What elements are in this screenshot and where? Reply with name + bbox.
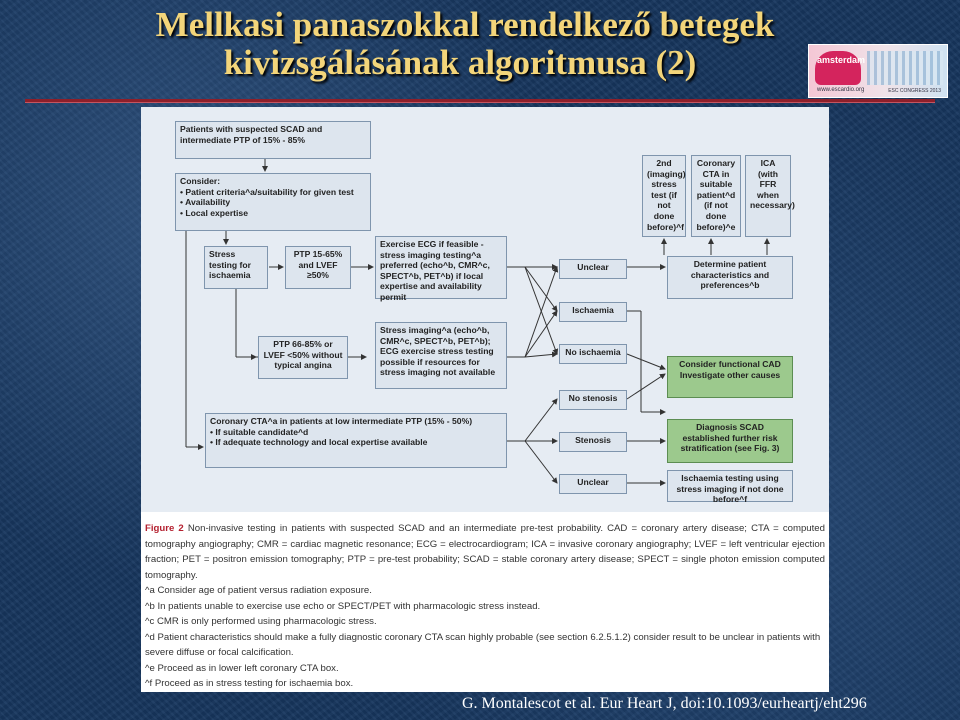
- flow-box-coronary-cta-suitable: Coronary CTA in suitable patient^d (if not done before)^e: [691, 155, 741, 237]
- outcome-ischaemia: Ischaemia: [559, 302, 627, 322]
- footnote-f: ^f Proceed as in stress testing for ischaemia box.: [145, 678, 354, 689]
- caption-text: [145, 521, 825, 583]
- flow-box-exercise-ecg: Exercise ECG if feasible - stress imaging testing^a preferred (echo^b, CMR^c, SPECT^b, PET^b) if local expertise and availability permit: [375, 236, 507, 299]
- consider-item-2: • Availability: [180, 197, 231, 208]
- footnote-a: ^a Consider age of patient versus radiation exposure.: [145, 585, 372, 596]
- flowchart: [141, 107, 829, 512]
- outcome-no-ischaemia: No ischaemia: [559, 344, 627, 364]
- footnote-e: ^e Proceed as in lower left coronary CTA box.: [145, 662, 339, 674]
- esc-congress-logo: [808, 44, 948, 98]
- coronary-cta-item-2: • If adequate technology and local expertise available: [210, 437, 428, 448]
- flow-box-stress-imaging: Stress imaging^a (echo^b, CMR^c, SPECT^b, PET^b); ECG exercise stress testing possible if resources for stress imaging not available: [375, 322, 507, 389]
- outcome-no-stenosis: No stenosis: [559, 390, 627, 410]
- figure-label: Figure 2: [145, 523, 184, 534]
- citation-reference: G. Montalescot et al. Eur Heart J, doi:10.1093/eurheartj/eht296: [462, 695, 867, 712]
- flow-box-consider: [175, 173, 371, 231]
- consider-title: Consider:: [180, 176, 221, 186]
- logo-congress: ESC CONGRESS 2013: [888, 88, 941, 94]
- consider-item-3: • Local expertise: [180, 207, 248, 218]
- footnote-c: ^c CMR is only performed using pharmacologic stress.: [145, 616, 377, 627]
- flow-box-ischaemia-testing: Ischaemia testing using stress imaging if not done before^f: [667, 470, 793, 502]
- flow-box-diagnosis: Diagnosis SCAD established further risk stratification (see Fig. 3): [667, 419, 793, 463]
- flow-box-stress-testing: Stress testing for ischaemia: [204, 246, 268, 289]
- outcome-unclear-1: Unclear: [559, 259, 627, 279]
- logo-brand: amsterdam: [817, 55, 866, 65]
- outcome-unclear-2: Unclear: [559, 474, 627, 494]
- flow-box-functional-cad: Consider functional CAD Investigate other causes: [667, 356, 793, 398]
- skyline-graphic: [867, 51, 943, 85]
- flow-box-second-test: 2nd (imaging) stress test (if not done before)^f: [642, 155, 686, 237]
- coronary-cta-item-1: • If suitable candidate^d: [210, 426, 309, 437]
- logo-site: www.escardio.org: [817, 87, 865, 93]
- footnote-b: ^b In patients unable to exercise use echo or SPECT/PET with pharmacologic stress instead.: [145, 600, 541, 612]
- flow-box-ptp-high: PTP 66-85% or LVEF <50% without typical angina: [258, 336, 348, 379]
- caption-body: Non-invasive testing in patients with suspected SCAD and an intermediate pre-test probability. CAD = coronary artery disease; CTA = computed tomography angiography; CMR = cardiac magnetic resonance; ECG = electrocardiogram; ICA = invasive coronary angiography; LVEF = left ventricular ejection fraction; PET = positron emission tomography; PTP = pre-test probability; SCAD = stable coronary artery disease; SPECT = single photon emission computed tomography.: [145, 523, 825, 581]
- slide-title-line1: Mellkasi panaszokkal rendelkező betegek: [155, 5, 775, 44]
- title-divider-highlight: [25, 102, 935, 103]
- consider-item-1: • Patient criteria^a/suitability for given test: [180, 186, 354, 197]
- flow-box-suspected-scad: Patients with suspected SCAD and intermediate PTP of 15% - 85%: [175, 121, 371, 159]
- outcome-stenosis: Stenosis: [559, 432, 627, 452]
- flow-box-coronary-cta: [205, 413, 507, 468]
- coronary-cta-title: Coronary CTA^a in patients at low intermediate PTP (15% - 50%): [210, 416, 473, 426]
- flow-box-ptp-low: PTP 15-65% and LVEF ≥50%: [285, 246, 351, 289]
- footnote-d: ^d Patient characteristics should make a fully diagnostic coronary CTA scan highly probable (see section 6.2.5.1.2) consider result to be unclear in patients with severe diffuse or focal calcification.: [145, 631, 821, 658]
- figure-caption: [145, 521, 825, 692]
- flow-box-ica: ICA (with FFR when necessary): [745, 155, 791, 237]
- flow-box-determine: Determine patient characteristics and preferences^b: [667, 256, 793, 299]
- slide-title-line2: kivizsgálásának algoritmusa (2): [223, 43, 697, 82]
- figure-panel: [141, 107, 829, 692]
